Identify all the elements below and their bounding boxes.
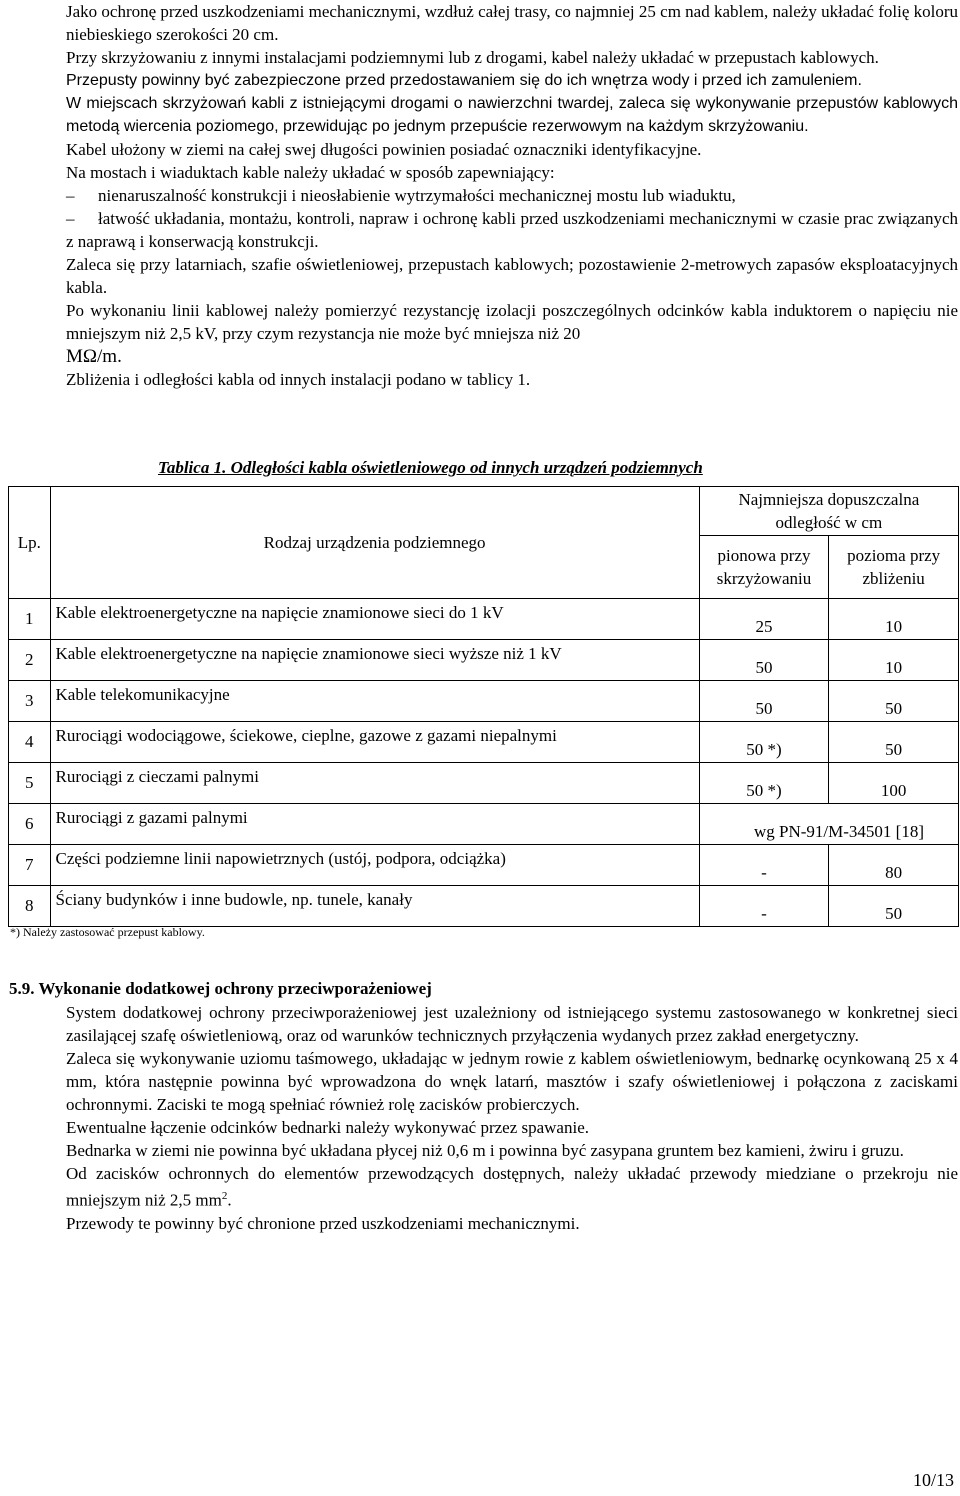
cell-name: Kable telekomunikacyjne: [50, 681, 699, 722]
header-device-type: Rodzaj urządzenia podziemnego: [50, 487, 699, 599]
cell-lp: 6: [9, 804, 51, 845]
cell-lp: 2: [9, 640, 51, 681]
header-horizontal: pozioma przy zbliżeniu: [829, 536, 959, 599]
paragraph: [66, 299, 958, 368]
distance-table: [8, 486, 959, 927]
paragraph: Przy skrzyżowaniu z innymi instalacjami podziemnymi lub z drogami, kabel należy układać w przepustach kablowych.: [66, 48, 879, 67]
dash-bullet: –: [66, 186, 75, 205]
cell-lp: 8: [9, 886, 51, 927]
cell-name: Rurociągi wodociągowe, ściekowe, cieplne, gazowe z gazami niepalnymi: [50, 722, 699, 763]
paragraph: Przepusty powinny być zabezpieczone przed przedostawaniem się do ich wnętrza wody i przed ich zamuleniem.: [66, 72, 862, 89]
cell-vertical: -: [699, 845, 829, 886]
unit-text: MΩ/m.: [66, 346, 122, 367]
cell-horizontal: 50: [829, 886, 959, 927]
paragraph-end: .: [227, 1190, 232, 1210]
table-footnote: *) Należy zastosować przepust kablowy.: [10, 925, 205, 939]
paragraph: Ewentualne łączenie odcinków bednarki należy wykonywać przez spawanie.: [66, 1118, 589, 1137]
table-row: [9, 845, 959, 886]
cell-vertical: 50: [699, 681, 829, 722]
paragraph: Zaleca się przy latarniach, szafie oświetleniowej, przepustach kablowych; pozostawienie 2-metrowych zapasów eksploatacyjnych kabla.: [66, 255, 958, 297]
table-row: [9, 640, 959, 681]
cell-horizontal: 50: [829, 681, 959, 722]
list-item: [66, 207, 958, 253]
cell-horizontal: 10: [829, 640, 959, 681]
paragraph: Przewody te powinny być chronione przed uszkodzeniami mechanicznymi.: [66, 1213, 580, 1233]
cell-horizontal: 100: [829, 763, 959, 804]
cell-lp: 4: [9, 722, 51, 763]
cell-lp: 7: [9, 845, 51, 886]
paragraph-text: Po wykonaniu linii kablowej należy pomierzyć rezystancję izolacji poszczególnych odcinków kabla induktorem o napięciu nie mniejszym niż 2,5 kV, przy czym rezystancja nie może być mniejsza niż 20: [66, 301, 958, 343]
cell-name: Rurociągi z gazami palnymi: [50, 804, 699, 845]
cell-vertical: -: [699, 886, 829, 927]
cell-vertical: 50 *): [699, 722, 829, 763]
cell-merged-distance: wg PN-91/M-34501 [18]: [699, 804, 958, 845]
paragraph: Zaleca się wykonywanie uziomu taśmowego, układając w jednym rowie z kablem oświetleniowym, bednarkę ocynkowaną 25 x 4 mm, która następnie powinna być wprowadzona do wnęk latarń, masztów i szafy oświetleniowej i połączona z zaciskami ochronnymi. Zaciski te mogą spełniać również rolę zacisków probierczych.: [66, 1049, 958, 1114]
cell-vertical: 50: [699, 640, 829, 681]
cell-name: Ściany budynków i inne budowle, np. tunele, kanały: [50, 886, 699, 927]
cell-horizontal: 80: [829, 845, 959, 886]
header-min-distance: Najmniejsza dopuszczalna odległość w cm: [699, 487, 958, 536]
superscript: 2: [221, 1190, 228, 1202]
paragraph: Na mostach i wiaduktach kable należy układać w sposób zapewniający:: [66, 163, 555, 182]
cell-name: Kable elektroenergetyczne na napięcie znamionowe sieci wyższe niż 1 kV: [50, 640, 699, 681]
paragraph: [66, 1162, 958, 1212]
cell-lp: 5: [9, 763, 51, 804]
cell-vertical: 50 *): [699, 763, 829, 804]
list-item-text: nienaruszalność konstrukcji i nieosłabienie wytrzymałości mechanicznej mostu lub wiaduktu,: [98, 186, 736, 205]
paragraph-text: Od zacisków ochronnych do elementów przewodzących dostępnych, należy układać przewody miedziane o przekroju nie mniejszym niż 2,5 mm: [66, 1164, 958, 1210]
cell-lp: 1: [9, 599, 51, 640]
cell-name: Części podziemne linii napowietrznych (ustój, podpora, odciążka): [50, 845, 699, 886]
paragraph: Zbliżenia i odległości kabla od innych instalacji podano w tablicy 1.: [66, 370, 531, 389]
table-row: [9, 804, 959, 845]
intro-text: [66, 0, 958, 391]
paragraph: Bednarka w ziemi nie powinna być układana płycej niż 0,6 m i powinna być zasypana gruntem bez kamieni, żwiru i gruzu.: [66, 1141, 904, 1160]
cell-lp: 3: [9, 681, 51, 722]
cell-horizontal: 10: [829, 599, 959, 640]
paragraph: System dodatkowej ochrony przeciwporażeniowej jest uzależniony od istniejącego systemu zastosowanego w konkretnej sieci zasilającej szafę oświetleniową, oraz od warunków technicznych przyłączenia wydanych przez zakład energetyczny.: [66, 1003, 958, 1045]
section-heading: 5.9. Wykonanie dodatkowej ochrony przeciwporażeniowej: [9, 979, 432, 998]
page-number: 10/13: [912, 1470, 954, 1490]
table-row: [9, 599, 959, 640]
table-row: [9, 681, 959, 722]
cell-horizontal: 50: [829, 722, 959, 763]
table-title: Tablica 1. Odległości kabla oświetleniowego od innych urządzeń podziemnych: [158, 458, 703, 477]
list-item-text: łatwość układania, montażu, kontroli, napraw i ochronę kabli przed uszkodzeniami mechanicznymi w czasie prac związanych z naprawą i konserwacją konstrukcji.: [66, 209, 958, 251]
table-row: [9, 886, 959, 927]
section-text: [66, 1001, 958, 1235]
cell-vertical: 25: [699, 599, 829, 640]
paragraph: Kabel ułożony w ziemi na całej swej długości powinien posiadać oznaczniki identyfikacyjne.: [66, 140, 702, 159]
table-row: [9, 763, 959, 804]
list-item: [66, 184, 958, 207]
header-vertical: pionowa przy skrzyżowaniu: [699, 536, 829, 599]
header-lp: Lp.: [9, 487, 51, 599]
table-row: [9, 722, 959, 763]
dash-bullet: –: [66, 209, 75, 228]
paragraph: W miejscach skrzyżowań kabli z istniejącymi drogami o nawierzchni twardej, zaleca się wykonywanie przepustów kablowych metodą wiercenia poziomego, przewidując po jednym przepuście rezerwowym na każdym skrzyżowaniu.: [66, 95, 958, 135]
paragraph: Jako ochronę przed uszkodzeniami mechanicznymi, wzdłuż całej trasy, co najmniej 25 cm nad kablem, należy układać folię koloru niebieskiego szerokości 20 cm.: [66, 2, 959, 44]
cell-name: Rurociągi z cieczami palnymi: [50, 763, 699, 804]
cell-name: Kable elektroenergetyczne na napięcie znamionowe sieci do 1 kV: [50, 599, 699, 640]
